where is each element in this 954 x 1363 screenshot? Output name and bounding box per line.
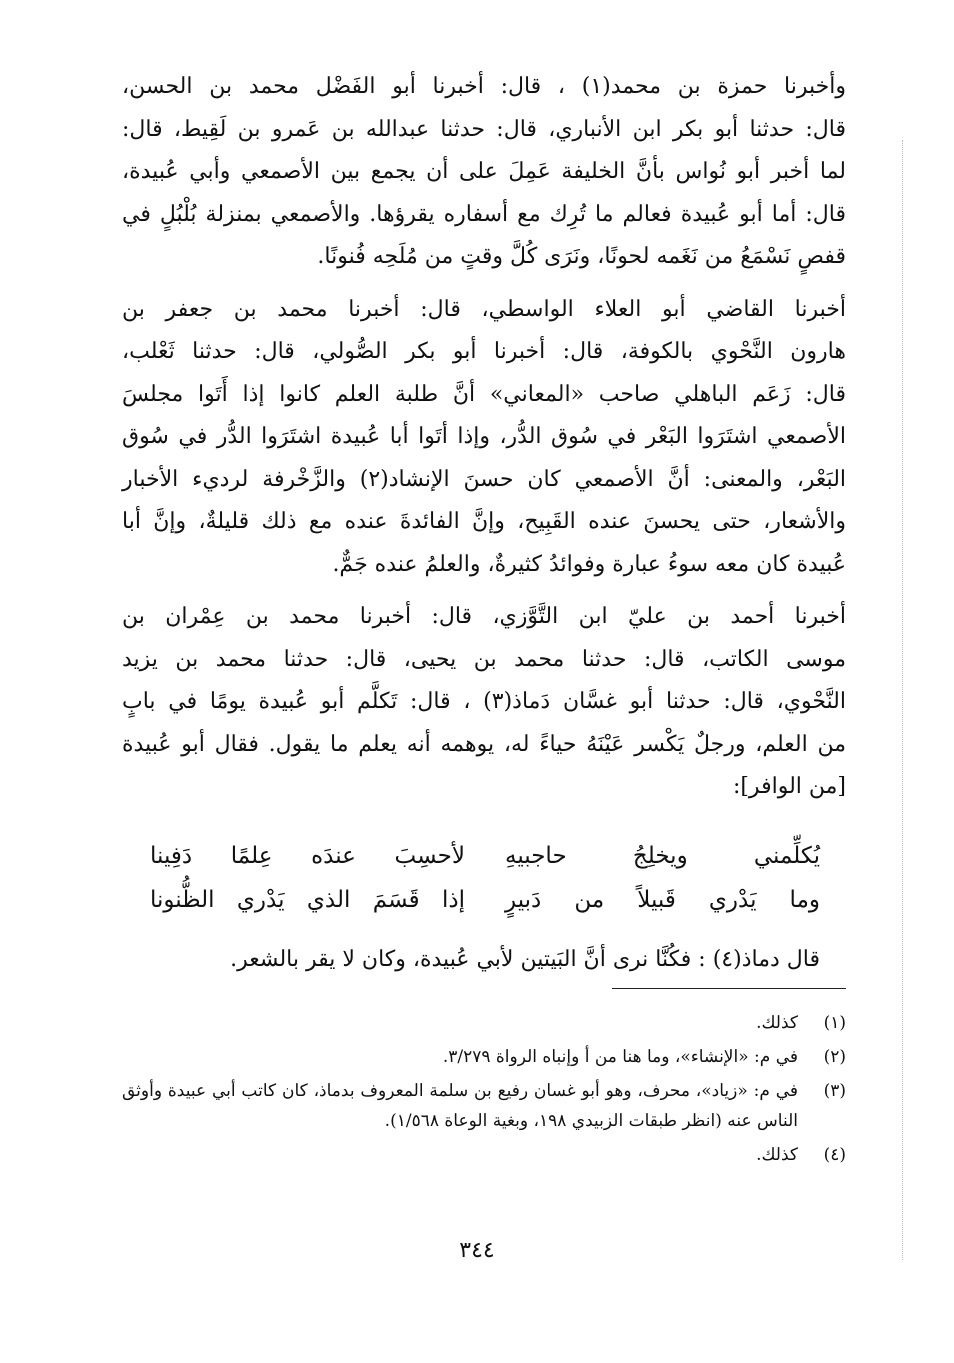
footnote-number: (٢)	[823, 1047, 846, 1067]
verse-first-hemistich: وما يَدْري قَبيلاً من دَبيرٍ	[505, 887, 820, 913]
footnote	[122, 1008, 846, 1038]
text-line: هارون النَّحْوي بالكوفة، قال: أخبرنا أبو بكر الصُّولي، قال: حدثنا ثَعْلب،	[122, 339, 846, 364]
text-line: وأخبرنا حمزة بن محمد(١) ، قال: أخبرنا أبو الفَضْل محمد بن الحسن،	[122, 74, 846, 99]
paragraph-1	[122, 66, 846, 279]
meter-label: [من الوافر]:	[732, 774, 846, 799]
scan-margin-dots	[902, 140, 903, 1260]
paragraph-3	[122, 596, 846, 809]
footnote-text: في م: «زياد»، محرف، وهو أبو غسان رفيع بن سلمة المعروف بدماذ، كان كاتب أبي عبيدة وأوثق الناس عنه (انظر طبقات الزبيدي ١٩٨، وبغية الوعاة ١/٥٦٨).	[122, 1081, 798, 1131]
paragraph-2	[122, 289, 846, 587]
text-line: قفصٍ نَسْمَعُ من نَغَمه لحونًا، ونَرَى كُلَّ وقتٍ من مُلَحِه فُنونًا.	[317, 244, 846, 269]
footnote-text: في م: «الإنشاء»، وما هنا من أ وإنباه الرواة ٣/٢٧٩.	[442, 1047, 798, 1067]
text-line: أخبرنا القاضي أبو العلاء الواسطي، قال: أخبرنا محمد بن جعفر بن	[122, 296, 846, 322]
footnote-text: كذلك.	[756, 1145, 798, 1165]
text-line: البَعْر، والمعنى: أنَّ الأصمعي كان حسنَ الإنشاد(٢) والزَّخْرفة لرديء الأخبار	[122, 466, 847, 492]
footnote-number: (١)	[823, 1013, 846, 1033]
text-line: لما أخبر أبو نُواس بأنَّ الخليفة عَمِلَ على أن يجمع بين الأصمعي وأبي عُبيدة،	[122, 159, 846, 184]
text-line: عُبيدة كان معه سوءُ عبارة وفوائدُ كثيرةٌ، والعلمُ عنده جَمٌّ.	[332, 551, 846, 577]
verse-row	[150, 834, 820, 878]
text-line: قال: زَعَم الباهلي صاحب «المعاني» أنَّ طلبة العلم كانوا إذا أَتَوا مجلسَ	[122, 381, 846, 407]
main-text	[122, 66, 846, 809]
text-line: قال: حدثنا أبو بكر ابن الأنباري، قال: حدثنا عبدالله بن عَمرو بن لَقِيط، قال:	[122, 116, 846, 142]
footnote	[122, 1042, 846, 1072]
closing-line: قال دماذ(٤) : فكُنَّا نرى أنَّ البَيتين لأبي عُبيدة، وكان لا يقر بالشعر.	[230, 947, 820, 972]
footnote	[122, 1076, 846, 1136]
verse-second-hemistich: لأحسِبَ عندَه عِلمًا دَفِينا	[150, 843, 465, 869]
poem	[150, 834, 820, 922]
footnote	[122, 1140, 846, 1170]
text-line: والأشعار، حتى يحسنَ عنده القَبِيح، وإنَّ الفائدةَ عنده مع ذلك قليلةٌ، وإنَّ أبا	[122, 509, 846, 534]
verse-first-hemistich: يُكلِّمني ويخلِجُ حاجبيهِ	[505, 843, 820, 869]
footnotes	[122, 1008, 846, 1174]
text-line: موسى الكاتب، قال: حدثنا محمد بن يحيى، قال: حدثنا محمد بن يزيد	[122, 646, 846, 672]
text-line: من العلم، ورجلٌ يَكْسر عَيْنَهُ حياءً له، يوهمه أنه يعلم ما يقول. فقال أبو عُبيدة	[122, 731, 846, 757]
page-number: ٣٤٤	[459, 1238, 495, 1263]
verse-row	[150, 878, 820, 922]
verse-second-hemistich: إذا قَسَمَ الذي يَدْري الظُّنونا	[150, 887, 465, 913]
footnote-number: (٤)	[823, 1145, 846, 1165]
footnote-separator	[612, 988, 846, 989]
text-line: النَّحْوي، قال: حدثنا أبو غسَّان دَماذ(٣) ، قال: تَكلَّم أبو عُبيدة يومًا في بابٍ	[122, 689, 847, 714]
text-line: الأصمعي اشتَرَوا البَعْر في سُوق الدُّر، وإذا أتَوا أبا عُبيدة اشتَرَوا الدُّر في سُوق	[122, 424, 846, 449]
text-line: أخبرنا أحمد بن عليّ ابن التَّوَّزي، قال: أخبرنا محمد بن عِمْران بن	[122, 604, 846, 629]
footnote-number: (٣)	[823, 1081, 846, 1101]
footnote-text: كذلك.	[756, 1013, 798, 1033]
text-line: قال: أما أبو عُبيدة فعالم ما تُرِك مع أسفاره يقرؤها. والأصمعي بمنزلة بُلْبُلٍ في	[122, 201, 846, 227]
